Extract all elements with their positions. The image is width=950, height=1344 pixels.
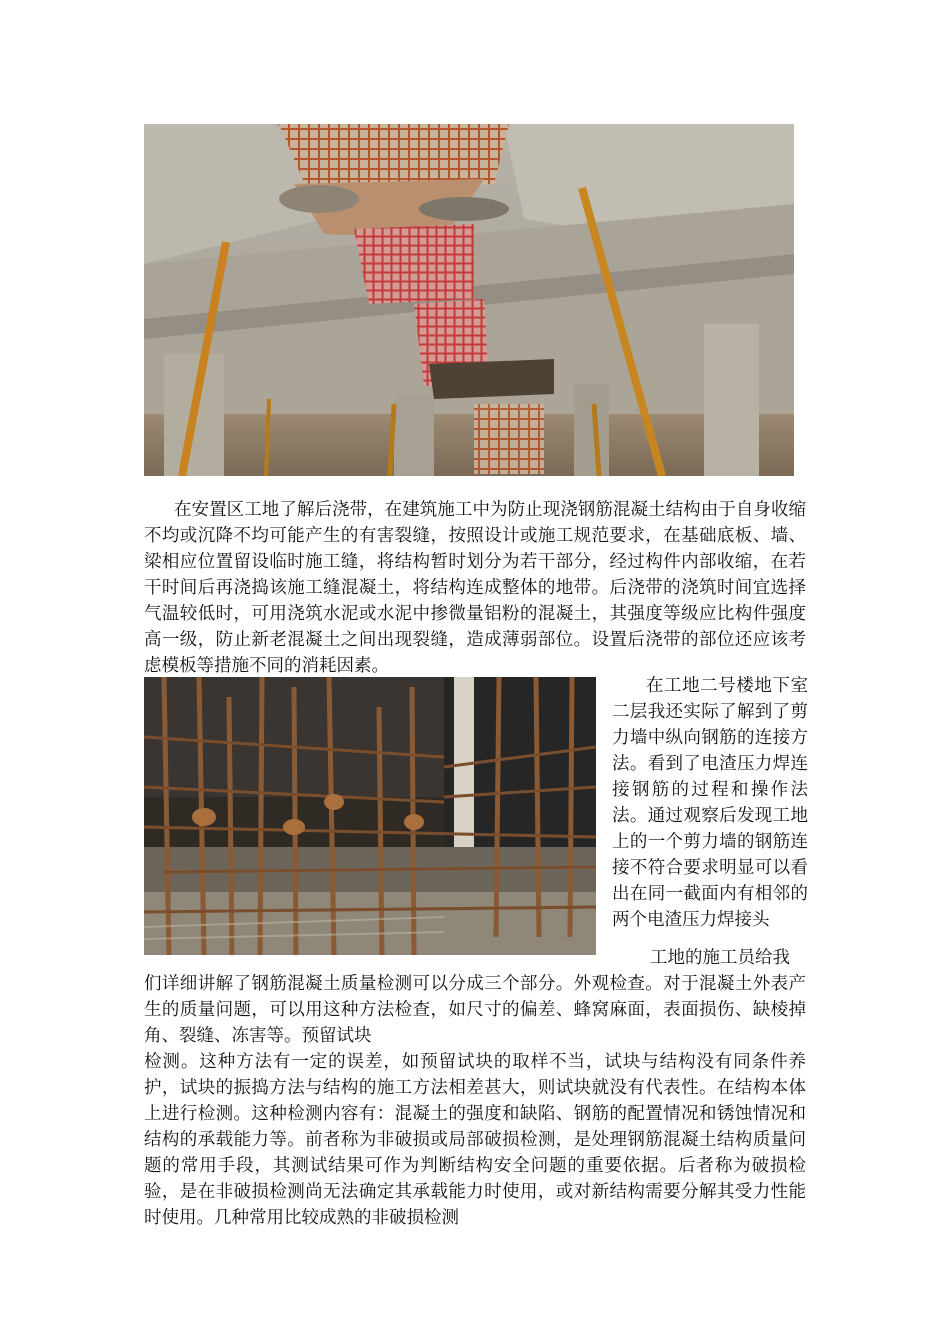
paragraph-quality-inspection [144, 945, 806, 1231]
post-pour-strip-photo [144, 124, 794, 476]
paragraph-text-a: 们详细讲解了钢筋混凝土质量检测可以分成三个部分。外观检查。对于混凝土外表产生的质量问题，可以用这种方法检查，如尺寸的偏差、蜂窝麻面，表面损伤、缺棱掉角、裂缝、冻害等。预留试块 [144, 974, 806, 1046]
shear-wall-rebar-photo [144, 677, 596, 955]
paragraph-post-pour-strip: 在安置区工地了解后浇带，在建筑施工中为防止现浇钢筋混凝土结构由于自身收缩不均或沉降不均可能产生的有害裂缝，按照设计或施工规范要求，在基础底板、墙、梁相应位置留设临时施工缝，将结构暂时划分为若干部分，经过构件内部收缩，在若干时间后再浇捣该施工缝混凝土，将结构连成整体的地带。后浇带的浇筑时间宜选择气温较低时，可用浇筑水泥或水泥中掺微量铝粉的混凝土，其强度等级应比构件强度高一级，防止新老混凝土之间出现裂缝，造成薄弱部位。设置后浇带的部位还应该考虑模板等措施不同的消耗因素。 [144, 500, 806, 676]
paragraph-lead-text: 工地的施工员给我 [650, 948, 790, 968]
paragraph-text-b: 检测。这种方法有一定的误差，如预留试块的取样不当，试块与结构没有同条件养护，试块的振捣方法与结构的施工方法相差甚大，则试块就没有代表性。在结构本体上进行检测。这种检测内容有：混凝土的强度和缺陷、钢筋的配置情况和锈蚀情况和结构的承载能力等。前者称为非破损或局部破损检测，是处理钢筋混凝土结构质量问题的常用手段，其测试结果可作为判断结构安全问题的重要依据。后者称为破损检验，是在非破损检测尚无法确定其承载能力时使用，或对新结构需要分解其受力性能时使用。几种常用比较成熟的非破损检测 [144, 1052, 806, 1228]
paragraph-shear-wall: 在工地二号楼地下室二层我还实际了解到了剪力墙中纵向钢筋的连接方法。看到了电渣压力焊连接钢筋的过程和操作法法。通过观察后发现工地上的一个剪力墙的钢筋连接不符合要求明显可以看出在同一截面内有相邻的两个电渣压力焊接头 [612, 676, 808, 930]
